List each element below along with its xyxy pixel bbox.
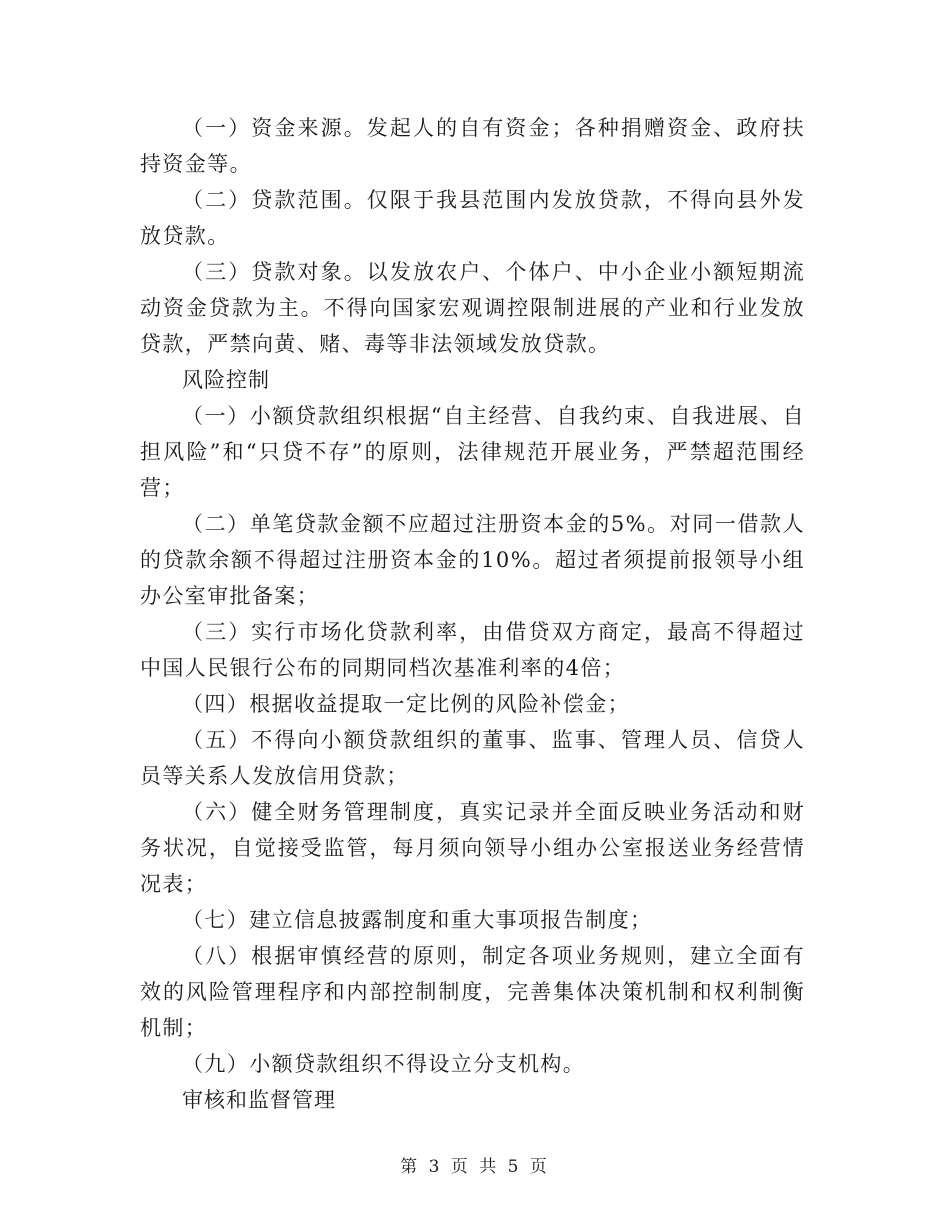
paragraph-risk-5: （五）不得向小额贷款组织的董事、监事、管理人员、信贷人员等关系人发放信用贷款； — [140, 728, 805, 788]
paragraph-risk-3: （三）实行市场化贷款利率，由借贷双方商定，最高不得超过中国人民银行公布的同期同档次基准利率的4倍； — [140, 620, 805, 680]
section-heading-risk-control: 风险控制 — [182, 368, 270, 392]
document-body — [140, 110, 805, 1118]
paragraph-risk-7: （七）建立信息披露制度和重大事项报告制度； — [182, 908, 653, 932]
section-heading-audit-supervision: 审核和监督管理 — [182, 1088, 336, 1112]
paragraph-loan-target: （三）贷款对象。以发放农户、个体户、中小企业小额短期流动资金贷款为主。不得向国家宏观调控限制进展的产业和行业发放贷款，严禁向黄、赌、毒等非法领域发放贷款。 — [140, 260, 805, 356]
paragraph-risk-9: （九）小额贷款组织不得设立分支机构。 — [182, 1052, 586, 1076]
paragraph-risk-8: （八）根据审慎经营的原则，制定各项业务规则，建立全面有效的风险管理程序和内部控制制度，完善集体决策机制和权利制衡机制； — [140, 944, 805, 1040]
paragraph-risk-2: （二）单笔贷款金额不应超过注册资本金的5%。对同一借款人的贷款余额不得超过注册资本金的10%。超过者须提前报领导小组办公室审批备案； — [140, 512, 805, 608]
paragraph-loan-scope: （二）贷款范围。仅限于我县范围内发放贷款，不得向县外发放贷款。 — [140, 188, 805, 248]
paragraph-fund-source: （一）资金来源。发起人的自有资金；各种捐赠资金、政府扶持资金等。 — [140, 116, 805, 176]
paragraph-risk-6: （六）健全财务管理制度，真实记录并全面反映业务活动和财务状况，自觉接受监管，每月须向领导小组办公室报送业务经营情况表； — [140, 800, 805, 896]
paragraph-risk-1: （一）小额贷款组织根据“自主经营、自我约束、自我进展、自担风险”和“只贷不存”的原则，法律规范开展业务，严禁超范围经营； — [140, 404, 805, 500]
page-number-footer: 第 3 页 共 5 页 — [400, 1157, 550, 1177]
paragraph-risk-4: （四）根据收益提取一定比例的风险补偿金； — [182, 692, 630, 716]
